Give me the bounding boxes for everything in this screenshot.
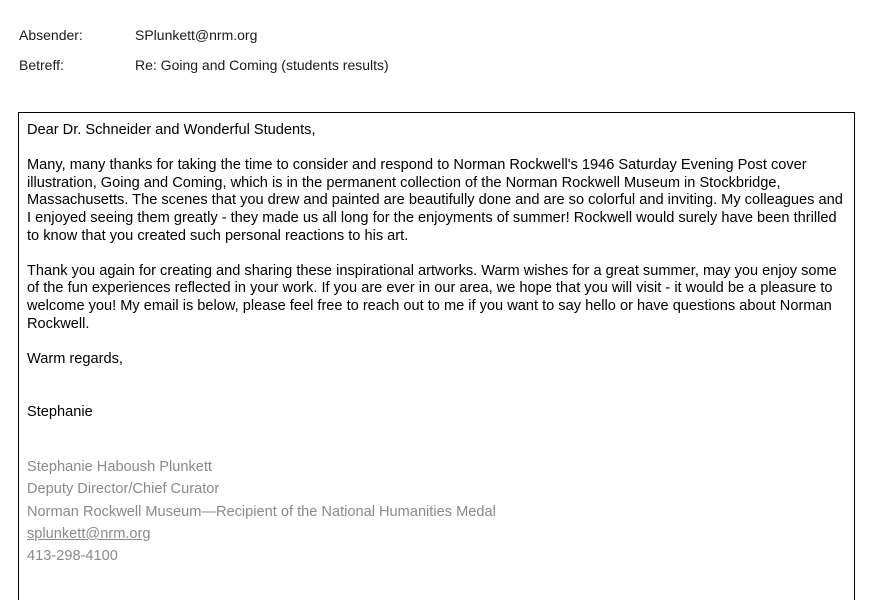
signature-block bbox=[27, 456, 846, 567]
message-greeting: Dear Dr. Schneider and Wonderful Students, bbox=[27, 122, 316, 138]
signature-name: Stephanie Haboush Plunkett bbox=[27, 459, 212, 476]
message-signer: Stephanie bbox=[27, 403, 93, 420]
signature-phone: 413-298-4100 bbox=[27, 548, 118, 565]
message-paragraph-2: Thank you again for creating and sharing these inspirational artworks. Warm wishes for a great summer, may you enjoy some of the fun experiences reflected in your work. If you are ever in our area, we hope that you will visit - it would be a pleasure to welcome you! My email is below, please feel free to reach out to me if you want to say hello or have questions about Norman Rockwell. bbox=[27, 262, 837, 332]
message-body bbox=[18, 112, 855, 600]
signature-organization: Norman Rockwell Museum—Recipient of the National Humanities Medal bbox=[27, 503, 496, 520]
signature-title: Deputy Director/Chief Curator bbox=[27, 481, 220, 498]
sender-value[interactable]: SPlunkett@nrm.org bbox=[135, 27, 258, 43]
signature-email-line bbox=[27, 523, 846, 545]
message-sign-off: Warm regards, bbox=[27, 350, 123, 367]
subject-value: Re: Going and Coming (students results) bbox=[135, 57, 389, 73]
subject-label: Betreff: bbox=[19, 57, 64, 73]
signature-email-link[interactable]: splunkett@nrm.org bbox=[27, 525, 151, 542]
sender-label: Absender: bbox=[19, 27, 83, 43]
message-paragraph-1: Many, many thanks for taking the time to consider and respond to Norman Rockwell's 1946 Saturday Evening Post cover illustration, Going and Coming, which is in the permanent collection of the Norman Rockwell Museum in Stockbridge, Massachusetts. The scenes that you drew and painted are beautifully done and are so colorful and inviting. My colleagues and I enjoyed seeing them greatly - they made us all long for the enjoyments of summer! Rockwell would surely have been thrilled to know that you created such personal reactions to his art. bbox=[27, 157, 843, 244]
